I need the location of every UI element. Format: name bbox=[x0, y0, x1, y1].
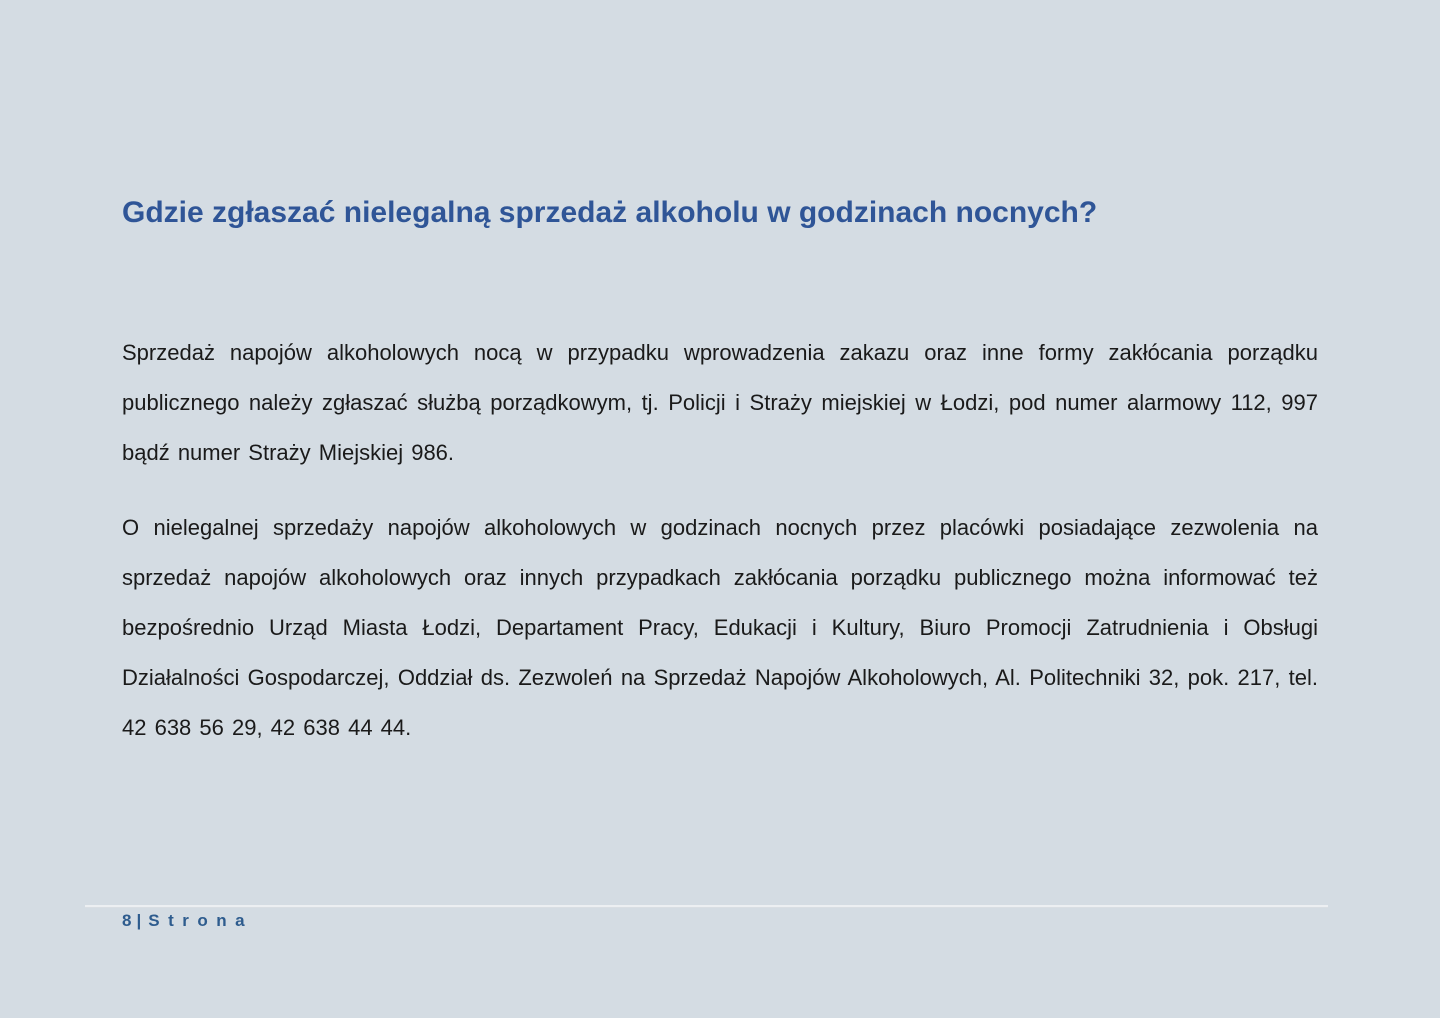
paragraph: O nielegalnej sprzedaży napojów alkoholowych w godzinach nocnych przez placówki posiadające zezwolenia na sprzedaż napojów alkoholowych oraz innych przypadkach zakłócania porządku publicznego można informować też bezpośrednio Urząd Miasta Łodzi, Departament Pracy, Edukacji i Kultury, Biuro Promocji Zatrudnienia i Obsługi Działalności Gospodarczej, Oddział ds. Zezwoleń na Sprzedaż Napojów Alkoholowych, Al. Politechniki 32, pok. 217, tel. 42 638 56 29, 42 638 44 44. bbox=[122, 515, 1318, 740]
footer-page-number: 8 bbox=[122, 911, 132, 930]
page-title: Gdzie zgłaszać nielegalną sprzedaż alkoholu w godzinach nocnych? bbox=[122, 196, 1098, 229]
footer-separator-line bbox=[85, 905, 1328, 908]
page-footer bbox=[122, 911, 253, 931]
footer-pipe-separator: | bbox=[136, 911, 142, 930]
paragraph: Sprzedaż napojów alkoholowych nocą w przypadku wprowadzenia zakazu oraz inne formy zakłócania porządku publicznego należy zgłaszać służbą porządkowym, tj. Policji i Straży miejskiej w Łodzi, pod numer alarmowy 112, 997 bądź numer Straży Miejskiej 986. bbox=[122, 340, 1318, 465]
document-body bbox=[122, 328, 1318, 778]
footer-strona-label: Strona bbox=[148, 911, 254, 930]
